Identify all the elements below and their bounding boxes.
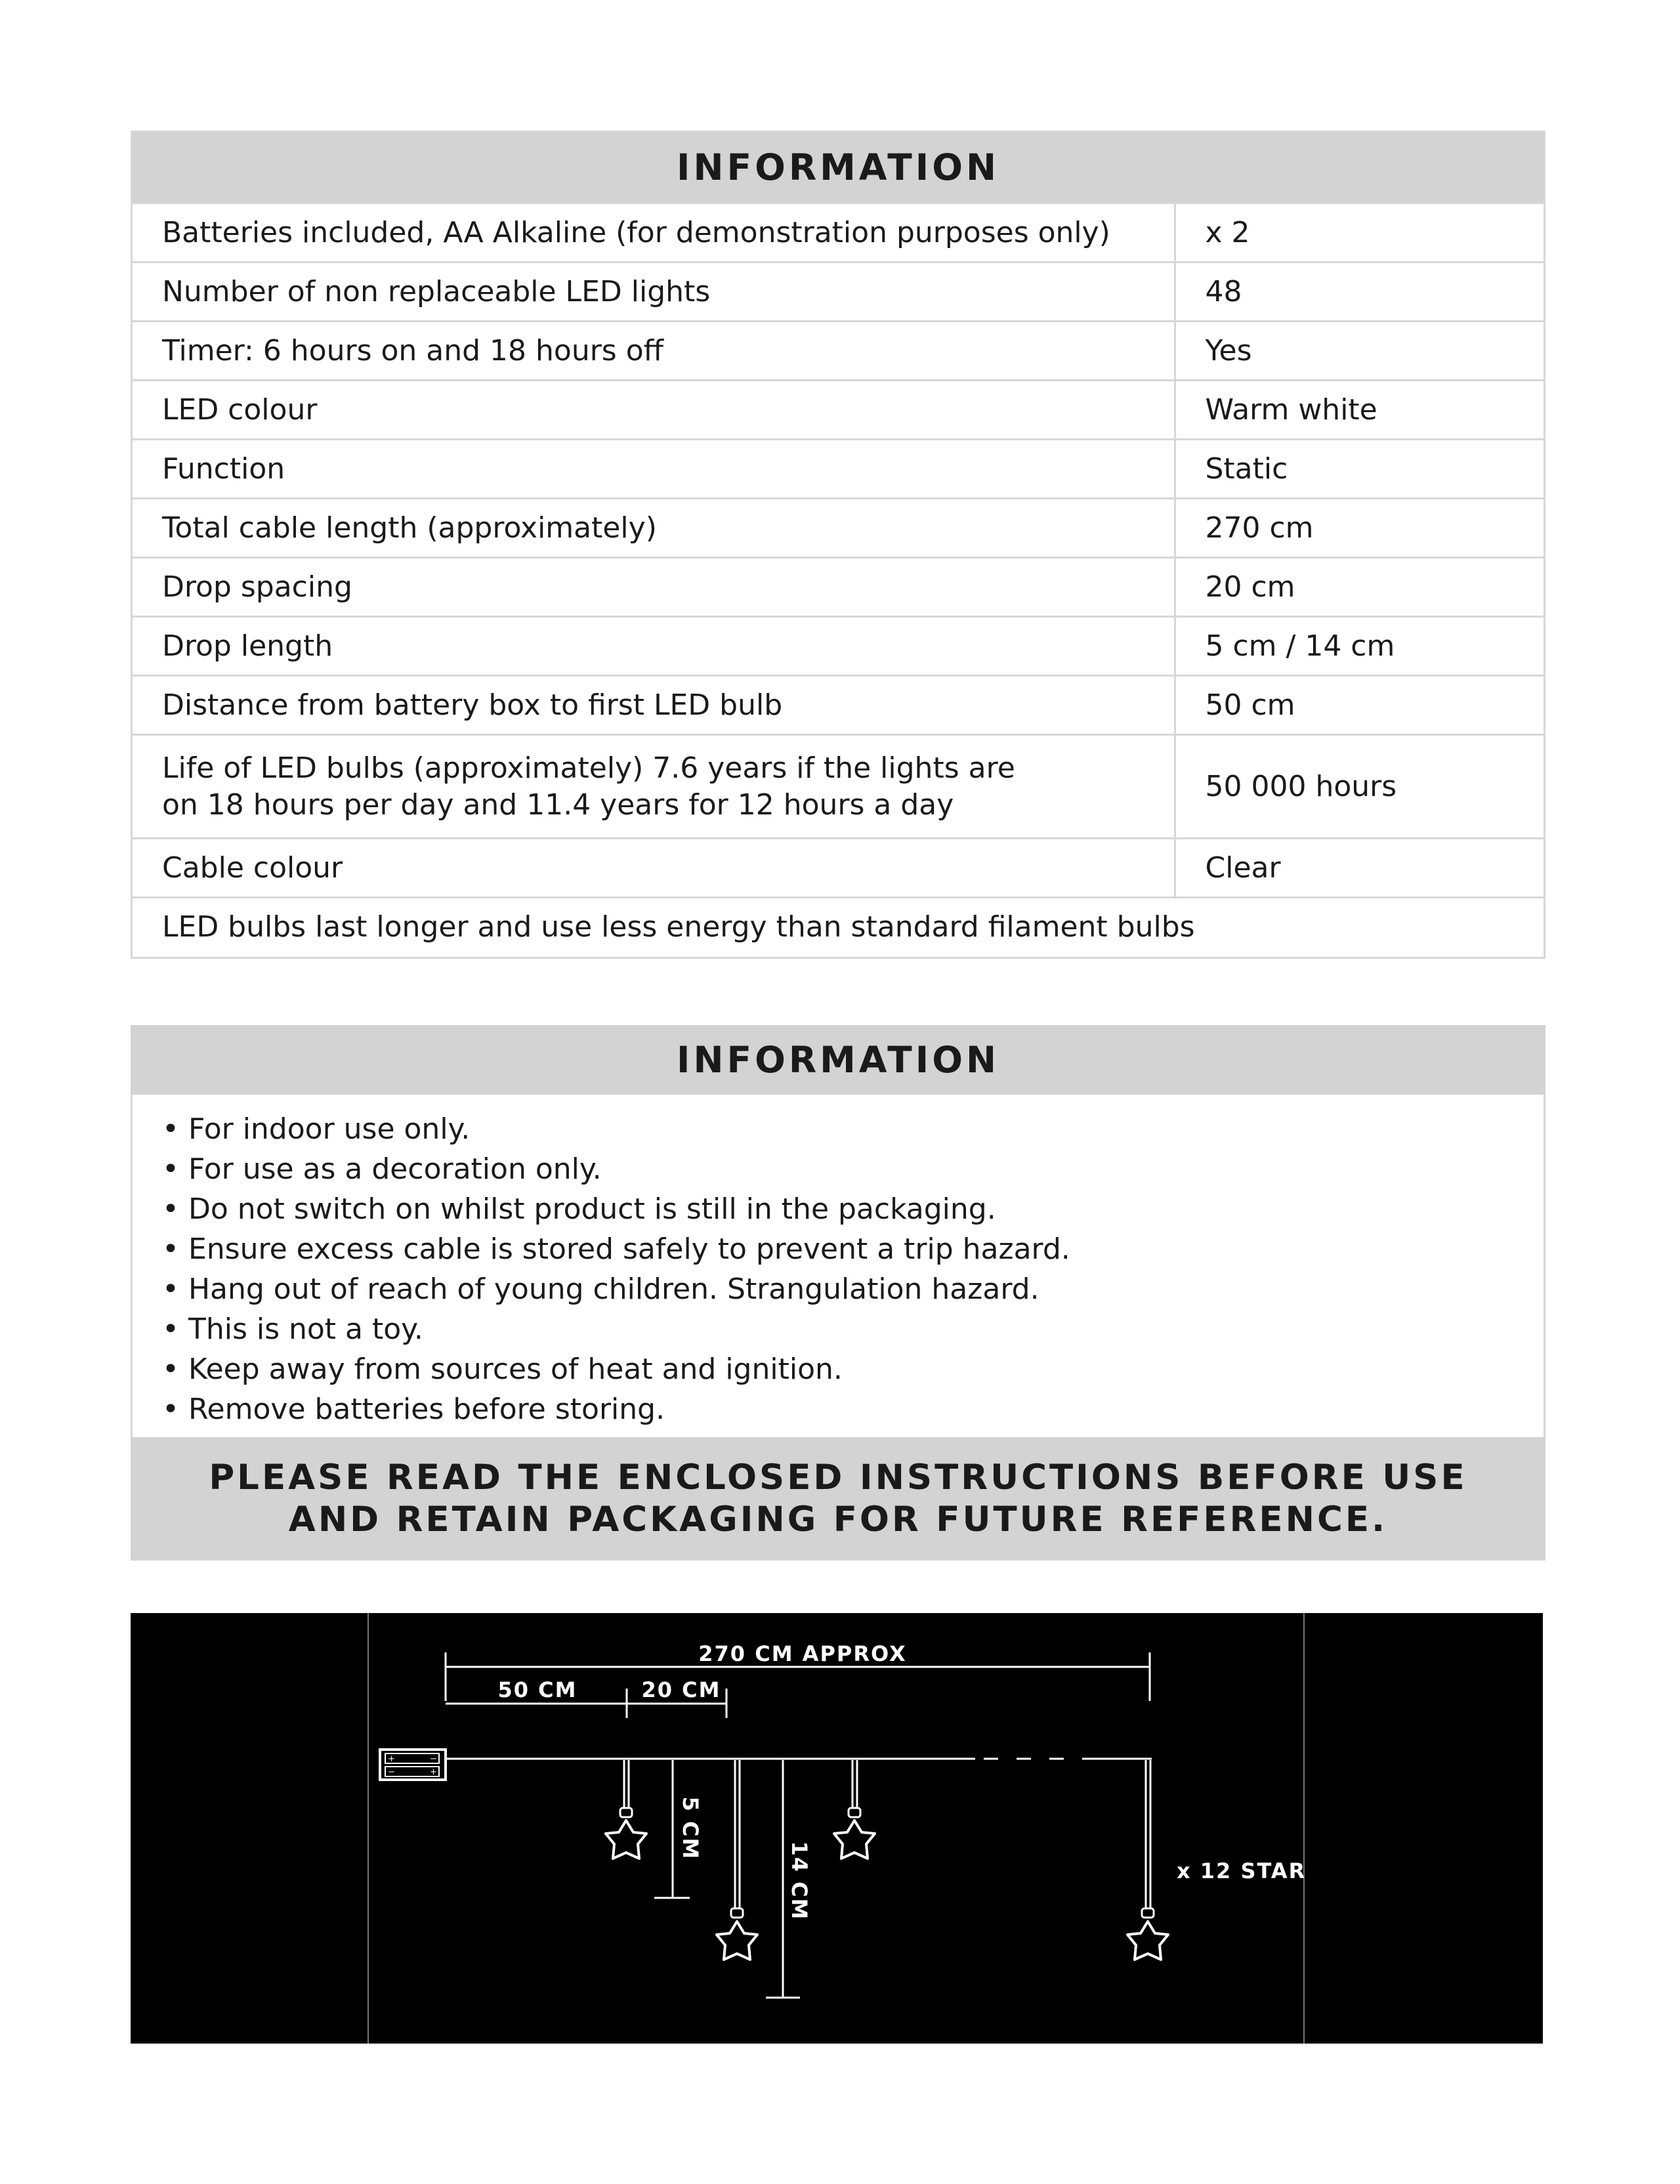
- drop-wire-1: [620, 1760, 632, 1817]
- svg-text:+: +: [430, 1767, 437, 1777]
- row-label: Drop length: [133, 617, 1175, 676]
- table-row: [133, 839, 1544, 898]
- row-value: 5 cm / 14 cm: [1175, 617, 1544, 676]
- footer-note: LED bulbs last longer and use less energy than standard filament bulbs: [133, 898, 1544, 957]
- dimension-diagram: [131, 1613, 1543, 2044]
- row-label: Timer: 6 hours on and 18 hours off: [133, 322, 1175, 381]
- battery-box-icon: [380, 1750, 446, 1780]
- row-label: Distance from battery box to first LED bulb: [133, 676, 1175, 735]
- row-value: 270 cm: [1175, 499, 1544, 558]
- short-drop-label: 5 CM: [678, 1796, 703, 1860]
- table-row: [133, 735, 1544, 839]
- row-label: [133, 735, 1175, 839]
- list-item: • Remove batteries before storing.: [162, 1389, 1514, 1429]
- list-item: • This is not a toy.: [162, 1309, 1514, 1349]
- spec-table: [133, 202, 1544, 957]
- table-header: INFORMATION: [133, 133, 1544, 202]
- total-length-label: 270 CM APPROX: [698, 1641, 907, 1666]
- list-item: • Hang out of reach of young children. Strangulation hazard.: [162, 1269, 1514, 1309]
- star-bulb-icon: [834, 1820, 875, 1858]
- table-row: [133, 322, 1544, 381]
- svg-text:−: −: [388, 1767, 395, 1777]
- table-row: [133, 617, 1544, 676]
- svg-text:+: +: [388, 1754, 395, 1764]
- table-row: [133, 381, 1544, 440]
- drop-wire-3: [849, 1760, 860, 1817]
- row-value: 20 cm: [1175, 558, 1544, 617]
- notice-line: AND RETAIN PACKAGING FOR FUTURE REFERENCE.: [288, 1500, 1388, 1540]
- info-table: [131, 131, 1545, 959]
- long-drop-label: 14 CM: [787, 1841, 812, 1921]
- star-bulb-icon: [606, 1820, 646, 1858]
- table-row: [133, 262, 1544, 322]
- table-row: [133, 499, 1544, 558]
- table-row: [133, 440, 1544, 499]
- row-label: Drop spacing: [133, 558, 1175, 617]
- list-item: • Do not switch on whilst product is still in the packaging.: [162, 1189, 1514, 1229]
- row-label: Number of non replaceable LED lights: [133, 262, 1175, 322]
- row-value: 50 cm: [1175, 676, 1544, 735]
- row-value: Clear: [1175, 839, 1544, 898]
- row-label: LED colour: [133, 381, 1175, 440]
- row-label: Total cable length (approximately): [133, 499, 1175, 558]
- list-item: • For use as a decoration only.: [162, 1149, 1514, 1189]
- row-value: Warm white: [1175, 381, 1544, 440]
- row-label: Batteries included, AA Alkaline (for demonstration purposes only): [133, 203, 1175, 262]
- row-label-line: Life of LED bulbs (approximately) 7.6 years if the lights are: [162, 751, 1015, 785]
- svg-text:−: −: [430, 1754, 437, 1764]
- row-label: Cable colour: [133, 839, 1175, 898]
- bullet-list: [131, 1095, 1545, 1437]
- info-header: INFORMATION: [131, 1025, 1545, 1095]
- count-label: x 12 STAR: [1177, 1858, 1307, 1883]
- row-label: Function: [133, 440, 1175, 499]
- notice-line: PLEASE READ THE ENCLOSED INSTRUCTIONS BEFORE USE: [209, 1458, 1467, 1498]
- diagram-svg: [131, 1613, 1543, 2044]
- row-value: 50 000 hours: [1175, 735, 1544, 839]
- row-value: Static: [1175, 440, 1544, 499]
- drop-wire-2: [731, 1760, 743, 1918]
- table-row: [133, 558, 1544, 617]
- list-item: • Keep away from sources of heat and ignition.: [162, 1349, 1514, 1389]
- notice-banner: [131, 1437, 1545, 1561]
- star-bulb-icon: [1127, 1922, 1168, 1960]
- row-value: 48: [1175, 262, 1544, 322]
- list-item: • Ensure excess cable is stored safely to prevent a trip hazard.: [162, 1229, 1514, 1269]
- drop-wire-4: [1142, 1760, 1154, 1918]
- table-row: [133, 898, 1544, 957]
- safety-info-box: [131, 1025, 1545, 1561]
- list-item: • For indoor use only.: [162, 1109, 1514, 1149]
- first-distance-label: 50 CM: [497, 1677, 578, 1702]
- row-value: x 2: [1175, 203, 1544, 262]
- table-row: [133, 676, 1544, 735]
- table-row: [133, 203, 1544, 262]
- row-value: Yes: [1175, 322, 1544, 381]
- spacing-label: 20 CM: [641, 1677, 721, 1702]
- star-bulb-icon: [717, 1922, 757, 1960]
- row-label-line: on 18 hours per day and 11.4 years for 12 hours a day: [162, 788, 954, 822]
